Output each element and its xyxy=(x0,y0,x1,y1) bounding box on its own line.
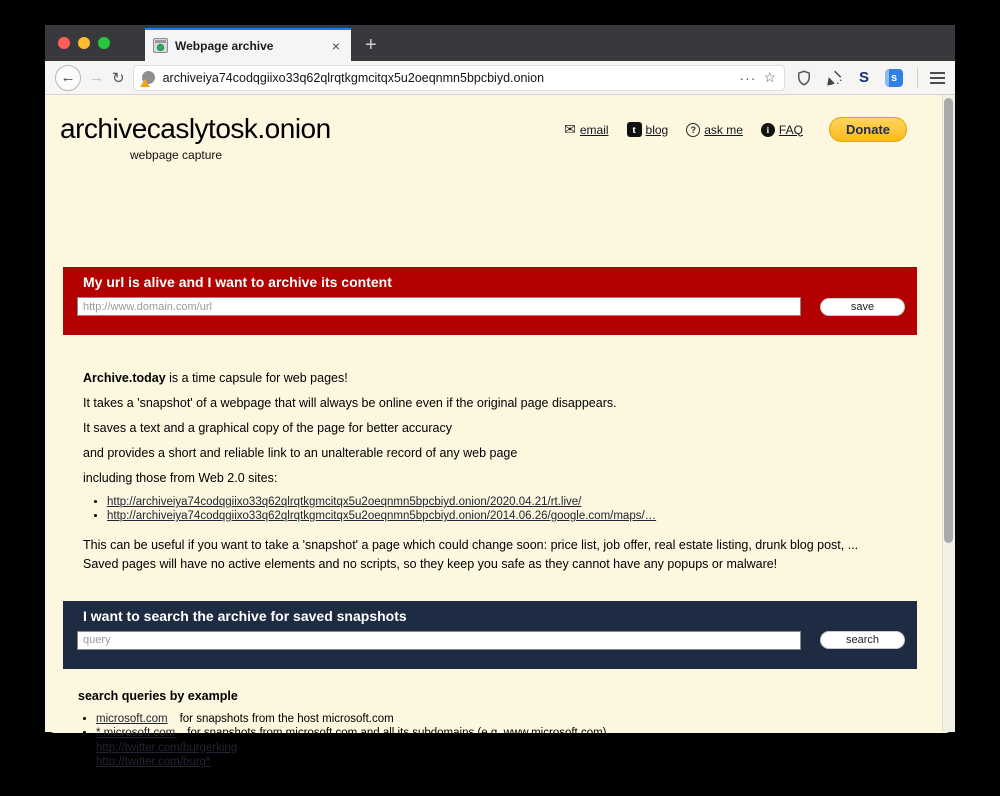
insecure-warning-icon xyxy=(140,79,150,87)
browser-window xyxy=(45,25,955,769)
navigation-toolbar xyxy=(45,61,955,95)
site-header xyxy=(45,95,955,162)
list-item xyxy=(107,496,955,508)
browser-tab[interactable] xyxy=(145,28,351,61)
zoom-window-button[interactable] xyxy=(98,37,110,49)
example-snapshot-links xyxy=(107,496,955,522)
nav-item-askme[interactable] xyxy=(686,123,743,137)
example-link-host[interactable]: microsoft.com xyxy=(96,712,168,725)
archive-url-input[interactable] xyxy=(77,297,801,316)
list-item xyxy=(96,742,955,754)
forward-button[interactable]: → xyxy=(89,69,104,86)
note-line-2: Saved pages will have no active elements and no scripts, so they keep you safe as they cannot have any popups or malware! xyxy=(83,557,778,572)
intro-line-3: It saves a text and a graphical copy of the page for better accuracy xyxy=(83,421,452,435)
list-item xyxy=(96,727,955,739)
list-item xyxy=(107,510,955,522)
intro-text xyxy=(83,371,955,485)
intro-line-5: including those from Web 2.0 sites: xyxy=(83,471,278,485)
back-button[interactable] xyxy=(55,65,81,91)
site-logo-subtitle: webpage capture xyxy=(130,148,223,162)
nav-item-blog[interactable] xyxy=(627,122,669,137)
faq-link[interactable]: FAQ xyxy=(778,122,803,137)
s-blue-extension-icon[interactable]: s xyxy=(883,67,905,89)
new-tab-button[interactable]: + xyxy=(365,34,377,56)
site-logo-title[interactable]: archivecaslytosk.onion xyxy=(60,113,331,144)
question-icon: ? xyxy=(686,123,700,137)
tracking-shield-icon[interactable] xyxy=(793,67,815,89)
example-desc: for snapshots from exact url (search is case-sensitive) xyxy=(249,741,525,754)
example-desc: for snapshots from the host microsoft.com xyxy=(179,712,394,725)
blog-link[interactable]: blog xyxy=(645,122,669,137)
intro-line-4: and provides a short and reliable link to an unalterable record of any web page xyxy=(83,446,518,460)
example-desc: for snapshots from microsoft.com and all its subdomains (e.g. www.microsoft.com) xyxy=(187,727,607,740)
s-dark-extension-icon[interactable]: S xyxy=(858,69,869,86)
search-button[interactable]: search xyxy=(820,631,905,649)
scrollbar-thumb[interactable] xyxy=(944,98,953,543)
intro-line-1: Archive.today is a time capsule for web pages! xyxy=(83,371,348,385)
page-actions-icon[interactable]: ··· xyxy=(739,69,757,86)
scrollbar-track[interactable] xyxy=(942,95,955,732)
search-examples xyxy=(78,689,955,769)
ask-me-link[interactable]: ask me xyxy=(704,122,743,137)
back-arrow-icon: ← xyxy=(60,69,76,86)
example-link-exact-url[interactable]: http://twitter.com/burgerking xyxy=(96,741,238,754)
tab-title: Webpage archive xyxy=(175,38,274,53)
reload-button[interactable]: ↻ xyxy=(112,69,125,87)
site-identity-icon[interactable] xyxy=(142,71,156,85)
tumblr-icon: t xyxy=(627,122,642,137)
minimize-window-button[interactable] xyxy=(78,37,90,49)
usefulness-note xyxy=(83,536,955,575)
site-favicon-icon xyxy=(153,38,168,53)
close-window-button[interactable] xyxy=(58,37,70,49)
example-desc: for snapshots from urls starting with http://twitter.com/burg xyxy=(222,756,518,769)
site-top-nav xyxy=(564,117,907,142)
archive-url-section xyxy=(63,267,917,335)
example-link-subdomains[interactable]: *.microsoft.com xyxy=(96,727,176,740)
nav-item-email[interactable] xyxy=(564,121,608,138)
nav-item-faq[interactable] xyxy=(761,123,803,137)
list-item xyxy=(96,713,955,725)
window-controls xyxy=(58,37,110,49)
examples-heading: search queries by example xyxy=(78,688,238,703)
snapshot-link-2[interactable]: http://archiveiya74codqgiixo33q62qlrqtkgmcitqx5u2oeqnmn5bpcbiyd.onion/2014.06.26/google.com/maps/… xyxy=(107,510,657,522)
tab-bar xyxy=(45,25,955,61)
search-query-input[interactable] xyxy=(77,631,801,650)
search-archive-section xyxy=(63,601,917,669)
email-icon: ✉ xyxy=(564,121,576,137)
save-button[interactable]: save xyxy=(820,298,905,316)
list-item xyxy=(96,756,955,768)
info-icon: i xyxy=(761,123,775,137)
search-section-heading: I want to search the archive for saved snapshots xyxy=(83,607,407,624)
example-link-prefix[interactable]: http://twitter.com/burg* xyxy=(96,756,211,769)
tab-close-icon[interactable]: × xyxy=(331,37,340,54)
email-link[interactable]: email xyxy=(579,122,609,137)
page-content xyxy=(45,95,955,769)
snapshot-link-1[interactable]: http://archiveiya74codqgiixo33q62qlrqtkgmcitqx5u2oeqnmn5bpcbiyd.onion/2020.04.21/rt.live/ xyxy=(107,496,582,508)
menu-button[interactable] xyxy=(930,72,945,84)
url-bar[interactable] xyxy=(133,65,785,91)
toolbar-divider xyxy=(917,68,918,88)
note-line-1: This can be useful if you want to take a 'snapshot' a page which could change soon: price list, job offer, real estate listing, drunk blog post, ... xyxy=(83,538,859,552)
broom-extension-icon[interactable] xyxy=(823,67,845,89)
bookmark-star-icon[interactable]: ☆ xyxy=(763,69,776,85)
url-text[interactable]: archiveiya74codqgiixo33q62qlrqtkgmcitqx5u2oeqnmn5bpcbiyd.onion xyxy=(162,70,545,85)
archive-section-heading: My url is alive and I want to archive its content xyxy=(83,274,392,290)
donate-button[interactable]: Donate xyxy=(829,117,907,142)
intro-line-2: It takes a 'snapshot' of a webpage that will always be online even if the original page disappears. xyxy=(83,396,617,410)
